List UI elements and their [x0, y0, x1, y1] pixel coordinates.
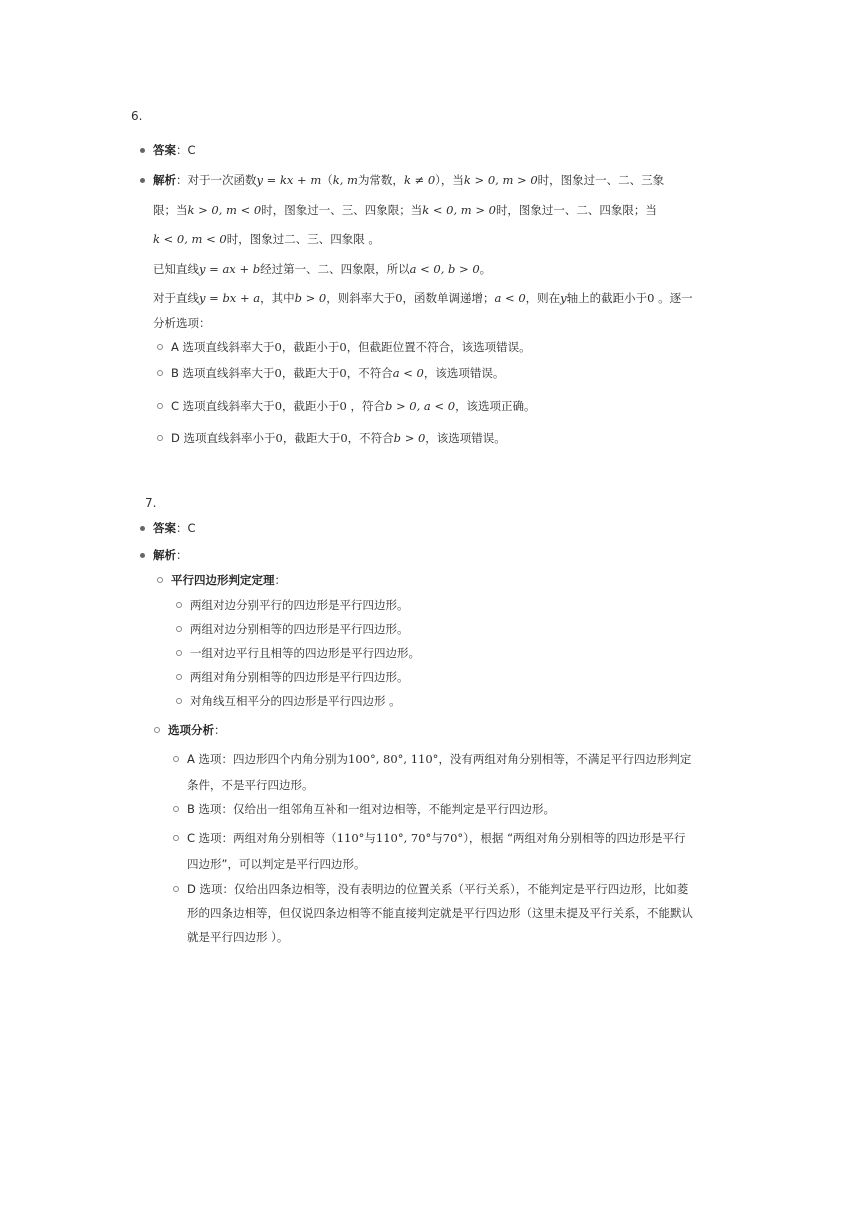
analysis-label: 解析 [153, 173, 176, 187]
sub-sub-bullet [173, 756, 179, 762]
analysis-para-3-line-2: 分析选项： [153, 316, 211, 330]
answer-line: 答案：C [153, 143, 196, 157]
theorem-item: 两组对角分别相等的四边形是平行四边形。 [190, 670, 409, 684]
analysis-line-2: 限；当k > 0, m < 0时，图象过一、三、四象限；当k < 0, m > 0时，图象过一、二、四象限；当 [153, 203, 657, 217]
sub-sub-bullet [173, 806, 179, 812]
options-heading: 选项分析： [168, 723, 226, 737]
option-a-analysis: A 选项：四边形四个内角分别为100°, 80°, 110°，没有两组对角分别相等，不满足平行四边形判定 [187, 752, 692, 766]
sub-bullet [154, 727, 160, 733]
question-number: 7. [145, 496, 157, 510]
option-c-analysis-line-2: 四边形”，可以判定是平行四边形。 [187, 857, 366, 871]
option-d-analysis: D 选项：仅给出四条边相等，没有表明边的位置关系（平行关系），不能判定是平行四边形，比如菱 [187, 882, 689, 896]
sub-sub-bullet [173, 886, 179, 892]
option-c-analysis: C 选项：两组对角分别相等（110°与110°, 70°与70°），根据 “两组对角分别相等的四边形是平行 [187, 831, 686, 845]
answer-line: 答案：C [153, 521, 196, 535]
bullet [140, 553, 145, 558]
theorem-item: 两组对边分别平行的四边形是平行四边形。 [190, 598, 409, 612]
sub-bullet [157, 344, 163, 350]
answer-label: 答案 [153, 143, 176, 157]
theorem-item: 两组对边分别相等的四边形是平行四边形。 [190, 622, 409, 636]
theorem-item: 一组对边平行且相等的四边形是平行四边形。 [190, 646, 420, 660]
sub-bullet [157, 435, 163, 441]
sub-sub-bullet [176, 650, 182, 656]
theorem-heading: 平行四边形判定定理： [171, 573, 286, 587]
option-d-analysis-line-3: 就是平行四边形 ）。 [187, 930, 289, 944]
sub-sub-bullet [176, 602, 182, 608]
analysis-line-1: 解析：对于一次函数y = kx + m（k, m为常数，k ≠ 0），当k > 0, m > 0时，图象过一、二、三象 [153, 173, 665, 187]
question-number: 6. [131, 109, 143, 123]
sub-sub-bullet [176, 698, 182, 704]
analysis-para-2: 已知直线y = ax + b经过第一、二、四象限，所以a < 0, b > 0。 [153, 262, 492, 276]
option-b-analysis: B 选项：仅给出一组邻角互补和一组对边相等，不能判定是平行四边形。 [187, 802, 556, 816]
sub-sub-bullet [173, 835, 179, 841]
sub-bullet [157, 370, 163, 376]
option-d-analysis-line-2: 形的四条边相等，但仅说四条边相等不能直接判定就是平行四边形（这里未提及平行关系，不能默认 [187, 906, 693, 920]
theorem-item: 对角线互相平分的四边形是平行四边形 。 [190, 694, 401, 708]
bullet [140, 178, 145, 183]
analysis-para-3: 对于直线y = bx + a，其中b > 0，则斜率大于0，函数单调递增；a < 0，则在y轴上的截距小于0 。逐一 [153, 291, 693, 305]
sub-sub-bullet [176, 674, 182, 680]
bullet [140, 148, 145, 153]
option-a-analysis-line-2: 条件，不是平行四边形。 [187, 778, 314, 792]
bullet [140, 526, 145, 531]
sub-bullet [157, 577, 163, 583]
analysis-label: 解析 [153, 548, 176, 562]
analysis-line: 解析： [153, 548, 188, 562]
option-b-analysis: B 选项直线斜率大于0，截距大于0，不符合a < 0，该选项错误。 [171, 366, 505, 380]
option-a-analysis: A 选项直线斜率大于0，截距小于0，但截距位置不符合，该选项错误。 [171, 340, 531, 354]
option-d-analysis: D 选项直线斜率小于0，截距大于0，不符合b > 0，该选项错误。 [171, 431, 506, 445]
sub-bullet [157, 403, 163, 409]
answer-value: C [187, 521, 196, 535]
option-c-analysis: C 选项直线斜率大于0，截距小于0 ，符合b > 0, a < 0，该选项正确。 [171, 399, 536, 413]
analysis-line-3: k < 0, m < 0时，图象过二、三、四象限 。 [153, 232, 380, 246]
sub-sub-bullet [176, 626, 182, 632]
answer-value: C [187, 143, 196, 157]
answer-label: 答案 [153, 521, 176, 535]
